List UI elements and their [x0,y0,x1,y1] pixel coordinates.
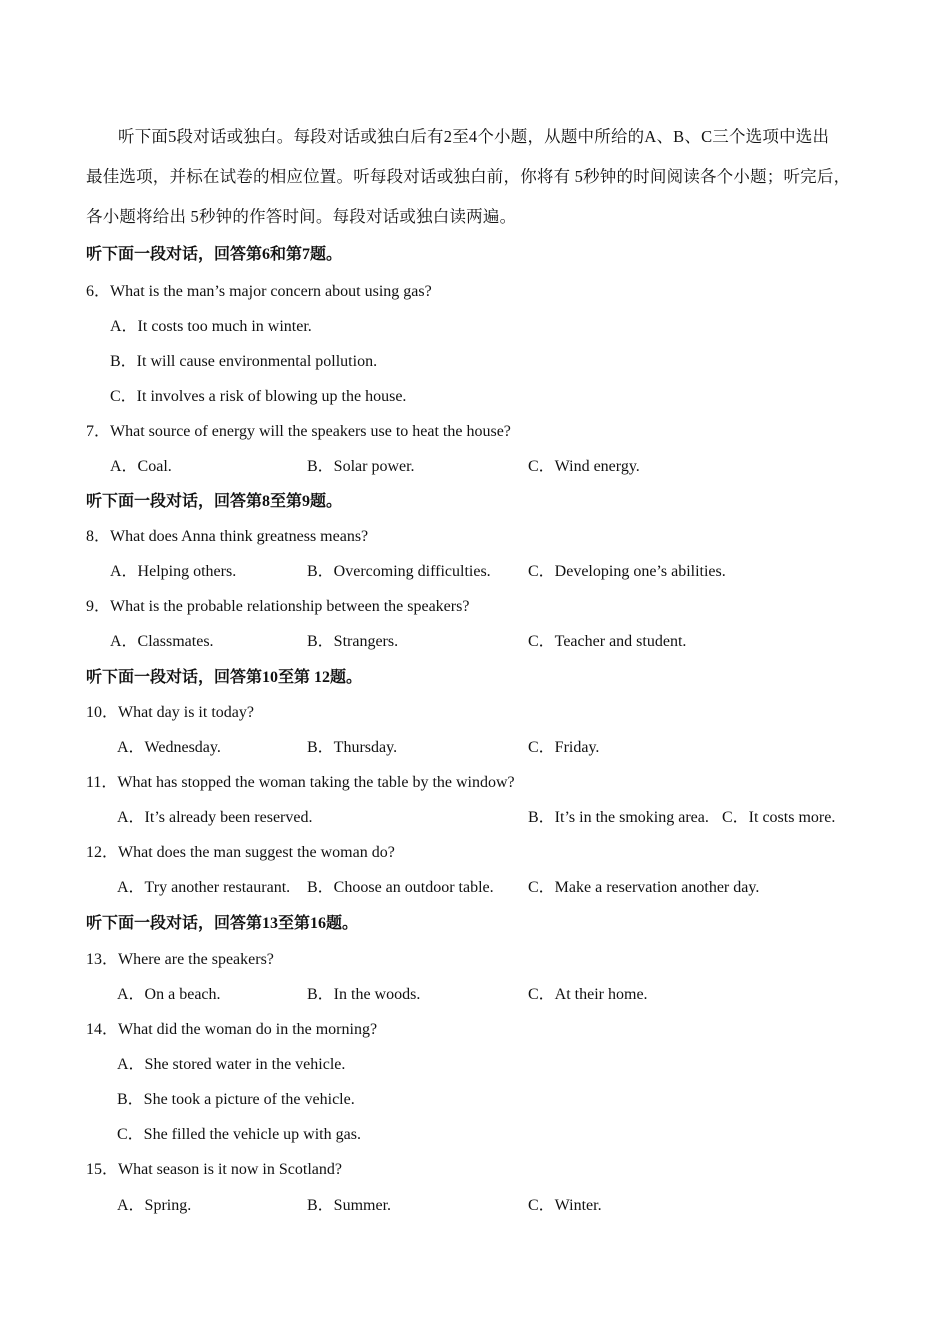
question-7-option-c: C．Wind energy. [528,458,640,475]
question-11-stem: 11．What has stopped the woman taking the table by the window? [86,774,515,791]
question-11-option-b: B．It’s in the smoking area. [528,809,709,826]
question-15-option-c: C．Winter. [528,1197,602,1214]
question-11-option-c: C．It costs more. [722,809,836,826]
section-heading: 听下面一段对话，回答第6和第7题。 [86,246,343,263]
intro-line-2: 最佳选项，并标在试卷的相应位置。听每段对话或独白前，你将有 5秒钟的时间阅读各个小题；听完后， [86,167,851,186]
question-6-stem: 6．What is the man’s major concern about using gas? [86,283,432,300]
question-8-option-a: A．Helping others. [110,563,237,580]
question-13-option-b: B．In the woods. [307,986,421,1003]
question-14-option-c: C．She filled the vehicle up with gas. [117,1126,361,1143]
question-9-option-a: A．Classmates. [110,633,214,650]
question-7-stem: 7．What source of energy will the speakers use to heat the house? [86,423,511,440]
section-heading: 听下面一段对话，回答第8至第9题。 [86,493,343,510]
question-12-option-c: C．Make a reservation another day. [528,879,760,896]
question-6-option-b: B．It will cause environmental pollution. [110,353,378,370]
question-6-option-a: A．It costs too much in winter. [110,318,312,335]
question-13-option-c: C．At their home. [528,986,648,1003]
question-8-option-c: C．Developing one’s abilities. [528,563,726,580]
question-12-option-a: A．Try another restaurant. [117,879,291,896]
question-12-option-b: B．Choose an outdoor table. [307,879,494,896]
question-8-stem: 8．What does Anna think greatness means? [86,528,369,545]
question-12-stem: 12．What does the man suggest the woman do? [86,844,395,861]
question-13-stem: 13．Where are the speakers? [86,951,274,968]
question-8-option-b: B．Overcoming difficulties. [307,563,491,580]
question-15-stem: 15．What season is it now in Scotland? [86,1161,342,1178]
question-10-option-c: C．Friday. [528,739,600,756]
question-11-option-a: A．It’s already been reserved. [117,809,313,826]
question-7-option-a: A．Coal. [110,458,172,475]
question-14-option-b: B．She took a picture of the vehicle. [117,1091,355,1108]
question-15-option-a: A．Spring. [117,1197,192,1214]
question-6-option-c: C．It involves a risk of blowing up the house. [110,388,407,405]
question-9-option-c: C．Teacher and student. [528,633,687,650]
section-heading: 听下面一段对话，回答第10至第 12题。 [86,669,363,686]
question-13-option-a: A．On a beach. [117,986,221,1003]
question-10-option-b: B．Thursday. [307,739,398,756]
intro-line-3: 各小题将给出 5秒钟的作答时间。每段对话或独白读两遍。 [86,207,517,226]
question-10-option-a: A．Wednesday. [117,739,221,756]
intro-line-1: 听下面5段对话或独白。每段对话或独白后有2至4个小题，从题中所给的A、B、C三个选项中选出 [118,127,830,146]
question-14-stem: 14．What did the woman do in the morning? [86,1021,378,1038]
question-7-option-b: B．Solar power. [307,458,415,475]
question-15-option-b: B．Summer. [307,1197,392,1214]
section-heading: 听下面一段对话，回答第13至第16题。 [86,915,359,932]
question-9-stem: 9．What is the probable relationship between the speakers? [86,598,470,615]
question-9-option-b: B．Strangers. [307,633,399,650]
question-10-stem: 10．What day is it today? [86,704,254,721]
question-14-option-a: A．She stored water in the vehicle. [117,1056,346,1073]
